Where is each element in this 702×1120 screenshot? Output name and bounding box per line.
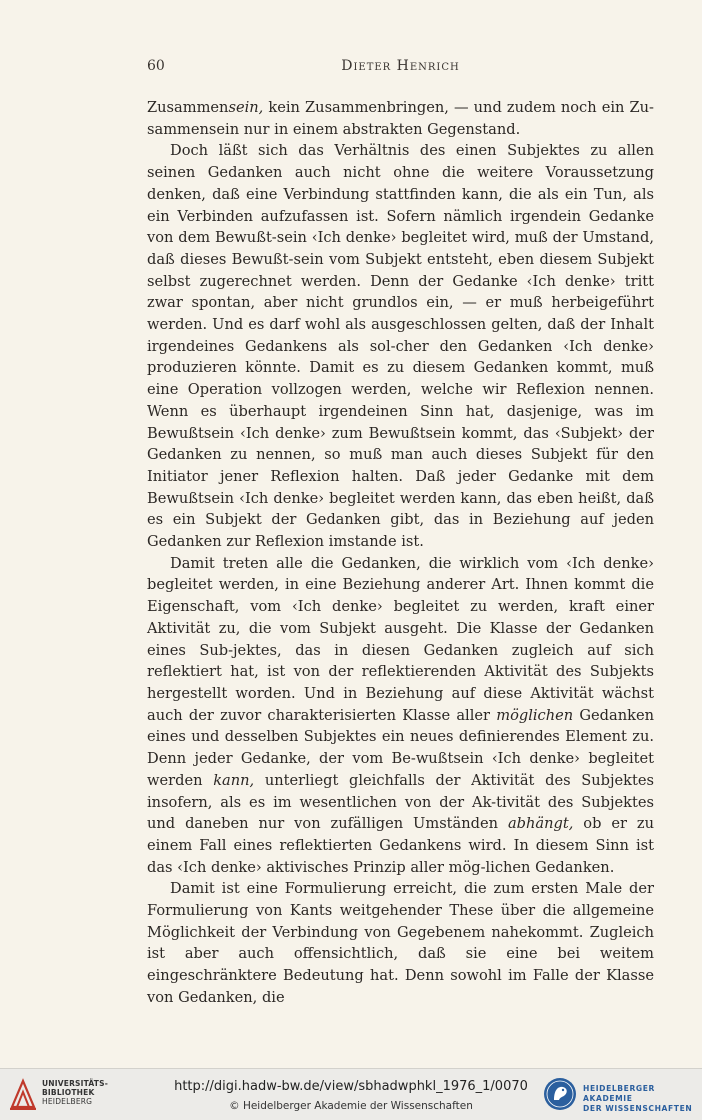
paragraph-text: kein Zusammenbringen, — und zudem noch ein Zu-sammensein nur in einem abstrakten Gegenstand. (147, 99, 654, 138)
emphasized-text: kann, (213, 771, 255, 789)
copyright-notice: © Heidelberger Akademie der Wissenschaften (229, 1100, 473, 1112)
emphasized-text: abhängt, (507, 815, 574, 833)
academy-name-line: HEIDELBERGER AKADEMIE (583, 1084, 655, 1103)
paragraph (147, 553, 654, 879)
paragraph-text: unterliegt gleichfalls der Aktivität des Subjektes insofern, als es im wesentlichen von der Ak-tivität des Subjektes und daneben nur von zufälligen Umständen (147, 771, 655, 833)
running-head (147, 58, 654, 80)
running-head-author: Dieter Henrich (341, 58, 460, 74)
paragraph (147, 97, 654, 140)
paragraph (147, 140, 654, 552)
academy-name-line: DER WISSENSCHAFTEN (583, 1104, 693, 1113)
library-name-line: BIBLIOTHEK (42, 1088, 95, 1097)
academy-name (583, 1084, 702, 1114)
paragraph-text: Zusammen (147, 99, 229, 116)
paragraph (147, 878, 654, 1008)
paragraph-text: Doch läßt sich das Verhältnis des einen Subjektes zu allen seinen Gedanken auch nicht ohne die weitere Voraussetzung denken, daß eine Verbindung stattfinden kann, die als ein Tun, als ein Verbinden aufzufassen ist. Sofern nämlich irgendein Gedanke von dem Bewußt-sein ‹Ich denke› begleitet wird, muß der Umstand, daß dieses Bewußt-sein vom Subjekt entsteht, eben diesem Subjekt selbst zugerechnet werden. Denn der Gedanke ‹Ich denke› tritt zwar spontan, aber nicht grundlos ein, — er muß herbeigeführt werden. Und es darf wohl als ausgeschlossen gelten, daß der Inhalt irgendeines Gedankens als sol-cher den Gedanken ‹Ich denke› produzieren könnte. Damit es zu diesem Gedanken kommt, muß eine Operation vollzogen werden, welche wir Reflexion nennen. Wenn es überhaupt irgendeinen Sinn hat, dasjenige, was im Bewußtsein ‹Ich denke› zum Bewußtsein kommt, das ‹Subjekt› der Gedanken zu nennen, so muß man auch dieses Subjekt für den Initiator jener Reflexion halten. Daß jeder Gedanke mit dem Bewußtsein ‹Ich denke› begleitet werden kann, das eben heißt, daß es ein Subjekt der Gedanken gibt, das in Beziehung auf jeden Gedanken zur Reflexion imstande ist. (147, 142, 654, 551)
library-name-line: HEIDELBERG (42, 1097, 93, 1106)
page-number: 60 (147, 58, 165, 74)
emphasized-text: sein, (228, 99, 264, 116)
permalink-url[interactable]: http://digi.hadw-bw.de/view/sbhadwphkl_1976_1/0070 (174, 1079, 528, 1094)
academy-seal-logo-icon (543, 1076, 577, 1112)
paragraph-text: Damit treten alle die Gedanken, die wirklich vom ‹Ich denke› begleitet werden, in eine Beziehung anderer Art. Ihnen kommt die Eigenschaft, vom ‹Ich denke› begleitet zu werden, kraft einer Aktivität zu, die vom Subjekt ausgeht. Die Klasse der Gedanken eines Sub-jektes, das in diesen Gedanken zugleich auf sich reflektiert hat, ist von der reflektierenden Aktivität des Subjekts hergestellt worden. Und in Beziehung auf diese Aktivität wächst auch der zuvor charakterisierten Klasse aller (147, 554, 654, 724)
library-name-line: UNIVERSITÄTS- (42, 1079, 109, 1088)
emphasized-text: möglichen (496, 706, 574, 724)
digitization-footer (0, 1068, 702, 1120)
paragraph-text: ob er zu einem Fall eines reflektierten Gedankens wird. In diesem Sinn ist das ‹Ich denke› aktivisches Prinzip aller mög-lichen Gedanken. (147, 815, 655, 876)
paragraph-text: Gedanken eines und desselben Subjektes ein neues definierendes Element zu. Denn jeder Gedanke, der vom Be-wußtsein ‹Ich denke› begleitet werden (147, 706, 654, 789)
paragraph-text: Damit ist eine Formulierung erreicht, die zum ersten Male der Formulierung von Kants weitgehender These über die allgemeine Möglichkeit der Verbindung von Gegebenem nahekommt. Zugleich ist aber auch offensichtlich, daß sie eine bei weitem eingeschränktere Bedeutung hat. Denn sowohl im Falle der Klasse von Gedanken, die (147, 880, 654, 1006)
body-text (147, 97, 654, 1009)
